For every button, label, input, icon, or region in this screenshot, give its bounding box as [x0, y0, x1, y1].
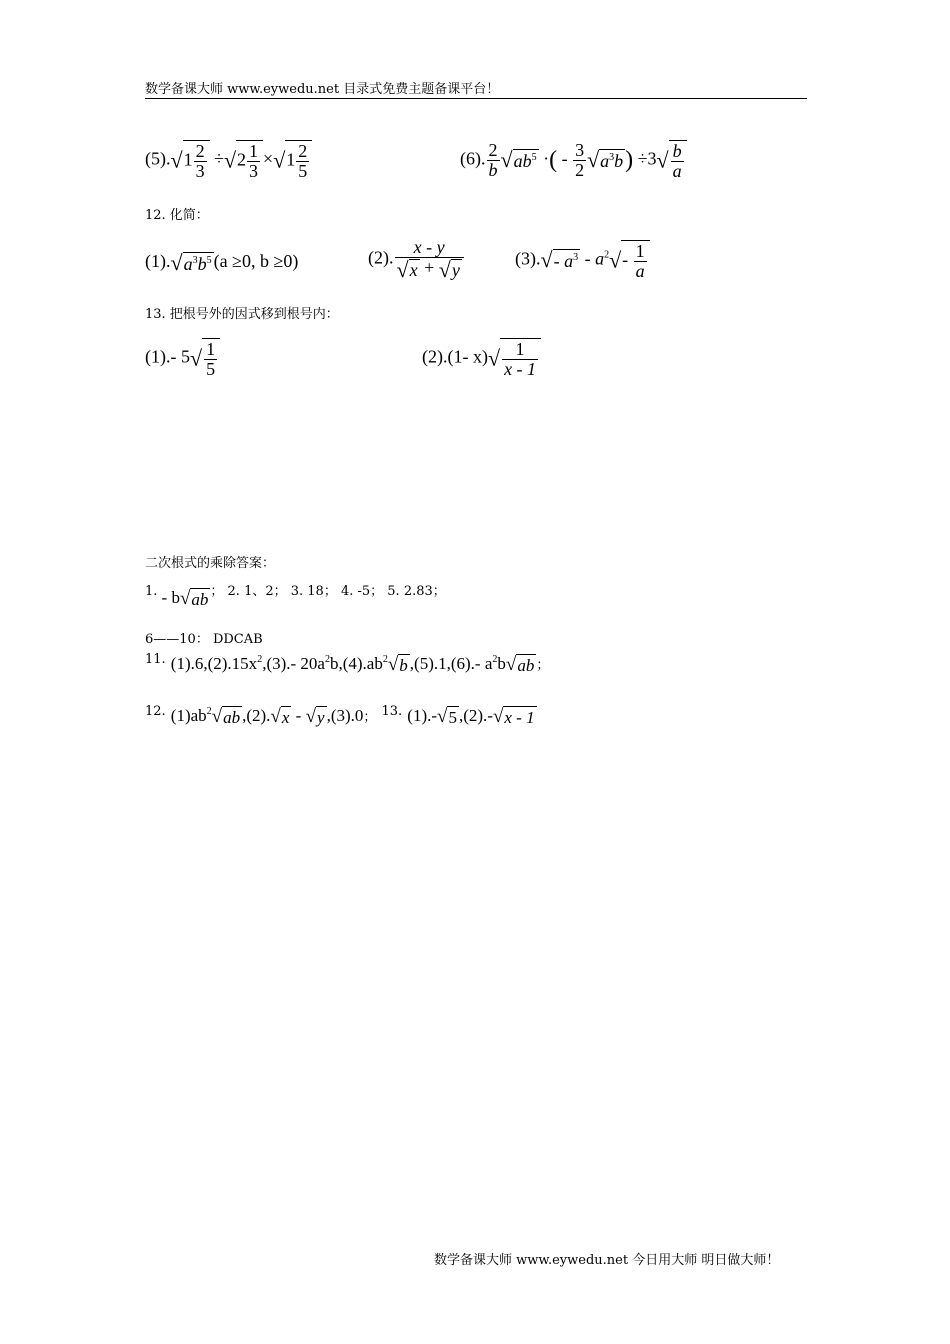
fraction: $\frac{3}{2}$ — [575, 140, 585, 180]
divide-sign: ÷ — [214, 148, 224, 169]
problem-label: (3). — [515, 248, 541, 269]
radical: √- $a^3$ — [540, 247, 579, 273]
question-12-title: 12. 化简： — [145, 208, 209, 223]
radical: $√a^3b^5$ — [170, 250, 212, 275]
radical: √ $\frac{b}{a}$ — [657, 140, 687, 181]
answer-1-expr: - b√ab — [161, 588, 209, 610]
problem-label: (1). — [145, 251, 171, 272]
problem-11-6: (6). $\frac{2}{b}$ $√ab^5$ ·( - $\frac{3}{2}$ $√a^3b) \div 3√$ $\frac{b}{a}$ — [460, 140, 687, 181]
answers-6-10: 6——10： DDCAB — [145, 632, 263, 647]
problem-label: (6). — [460, 148, 486, 169]
answer-13-expr: (1).-√5 ,(2).-√x - 1 — [407, 706, 535, 728]
header-rule — [145, 98, 807, 99]
problem-12-3: (3).√- $a^3 - a^2√-$ $\frac{1}{a}$ — [515, 240, 650, 281]
problem-11-5 — [145, 140, 312, 181]
answers-1-5 — [145, 580, 446, 610]
problem-label: (2). — [368, 247, 394, 268]
answer-12-expr: $(1)ab^2√ab$ ,(2).√x - √y ,(3).0 — [170, 706, 364, 728]
answer-number: 13. — [381, 704, 403, 719]
radical: $√a^3b$ — [587, 147, 624, 173]
answers-12-13: $^{12.}$ $(1)ab^2√ab$ ,(2).√x - √y ,(3).0； $^{13.}$ (1).-√5 ,(2).-√x - 1 — [145, 704, 535, 728]
radical: √1 $\frac{2}{3}$ — [171, 140, 210, 181]
condition: (a ≥0, b ≥0) — [213, 251, 299, 272]
radical: √2 $\frac{1}{3}$ — [224, 140, 263, 181]
radical: √ $\frac{1}{5}$ — [190, 338, 220, 379]
answers-11: $^{11.}$ $(1).6,(2).15x^2,(3).-$ $20a^2b,(4).ab^2√b$ ,(5).1,(6).- $a^2b√ab$ ； — [145, 652, 550, 676]
times-sign: × — [263, 148, 274, 169]
fraction: $\frac{x - y}{√x + √y}$ — [395, 238, 464, 281]
radical: $√ab^5$ — [500, 147, 537, 173]
answer-number: 12. — [145, 704, 166, 719]
answer-number: 1. — [145, 584, 158, 599]
answers-title: 二次根式的乘除答案： — [145, 556, 276, 571]
radical: √1 $\frac{2}{5}$ — [273, 140, 312, 181]
answer-number: 11. — [145, 652, 166, 667]
page-header: 数学备课大师 www.eywedu.net 目录式免费主题备课平台！ — [145, 82, 500, 97]
answers-2-5: ； 2. 1、2； 3. 18； 4. -5； 5. 2.83； — [210, 584, 446, 599]
problem-12-2 — [368, 238, 465, 281]
problem-label: (1).- 5 — [145, 346, 190, 367]
radical: √- $\frac{1}{a}$ — [609, 240, 650, 281]
radical: √ $\frac{1}{x - 1}$ — [488, 338, 541, 379]
problem-label: (5). — [145, 148, 171, 169]
question-13-title: 13. 把根号外的因式移到根号内： — [145, 307, 339, 322]
problem-13-2 — [422, 338, 541, 379]
fraction: $\frac{2}{b}$ — [488, 140, 498, 180]
problem-12-1 — [145, 250, 298, 276]
problem-label: (2).(1- x) — [422, 346, 488, 367]
problem-13-1 — [145, 338, 220, 379]
answer-11-expr: $(1).6,(2).15x^2,(3).-$ $20a^2b,(4).ab^2√b$ ,(5).1,(6).- $a^2b√ab$ — [170, 654, 535, 676]
page-footer: 数学备课大师 www.eywedu.net 今日用大师 明日做大师！ — [434, 1253, 780, 1268]
